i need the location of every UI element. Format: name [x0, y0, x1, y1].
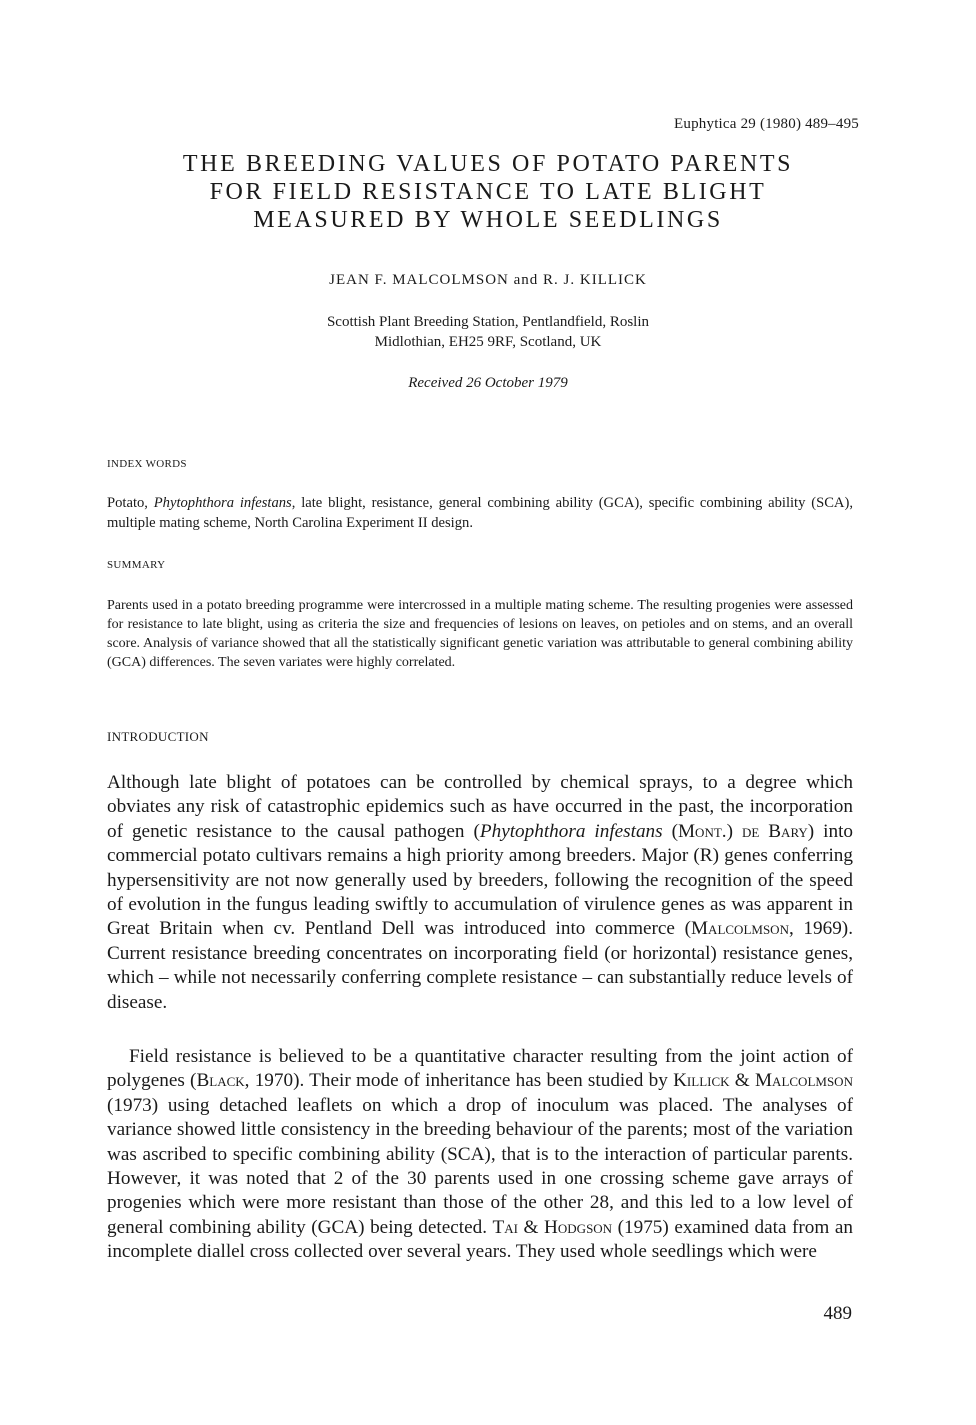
p1-seg: ) into commercial potato cultivars remains a high priority among breeders. Major (R) genes conferring hypersensitivity are not now generally used by breeders, following the recognition of the speed of evolution in the fungus leading swiftly to accumulation of virulence genes as was apparent in Great Britain when cv. Pentland Dell was introduced into commerce ( — [107, 820, 854, 940]
introduction-paragraph-2 — [107, 1045, 853, 1265]
affiliation-line-1: Scottish Plant Breeding Station, Pentlandfield, Roslin — [326, 314, 650, 330]
p1-smallcaps: de Bary — [741, 820, 808, 842]
p1-seg: ) — [726, 820, 742, 842]
p1-seg: ( — [662, 820, 678, 842]
introduction-paragraph-1 — [107, 771, 853, 1015]
index-words-heading: INDEX WORDS — [107, 458, 187, 470]
p1-smallcaps: Malcolmson — [691, 918, 789, 940]
p2-seg: , 1970). Their mode of inheritance has been studied by — [244, 1070, 674, 1092]
p2-seg: (1973) using detached leaflets on which a drop of inoculum was placed. The analyses of variance showed little consistency in the breeding behaviour of the parents; most of the variation was ascribed to specific combining ability (SCA), that is to the interaction of particular parents. However, it was noted that 2 of the 30 parents used in one crossing scheme gave arrays of progenies which were more resistant than those of the other 28, and this led to a low level of general combining ability (GCA) being detected. — [107, 1094, 853, 1238]
index-words-text — [107, 493, 853, 533]
p2-smallcaps: Hodgson — [544, 1216, 613, 1238]
p2-seg: & — [518, 1216, 545, 1238]
affiliation — [0, 312, 976, 352]
title-line-1: THE BREEDING VALUES OF POTATO PARENTS — [182, 151, 794, 177]
p2-smallcaps: Black — [196, 1070, 245, 1092]
received-date: Received 26 October 1979 — [408, 375, 568, 391]
index-words-start: Potato, — [107, 495, 154, 511]
index-words-italic: Phytophthora infestans — [153, 495, 292, 511]
summary-text: Parents used in a potato breeding programme were intercrossed in a multiple mating scheme. The resulting progenies were assessed for resistance to late blight, using as criteria the size and frequencies of lesions on leaves, on petioles and on stems, and an overall score. Analysis of variance showed that all the statistically significant genetic variation was attributable to general combining ability (GCA) differences. The seven variates were highly correlated. — [107, 598, 853, 670]
p1-seg: Although late blight of potatoes can be controlled by chemical sprays, to a degree which obviates any risk of catastrophic epidemics such as have occurred in the past, the incorporation of genetic resistance to the causal pathogen ( — [107, 772, 853, 842]
authors: JEAN F. MALCOLMSON and R. J. KILLICK — [329, 272, 647, 288]
p2-smallcaps: Tai — [492, 1216, 518, 1238]
p1-smallcaps: Mont. — [678, 820, 727, 842]
p1-seg: , 1969). Current resistance breeding concentrates on incorporating field (or horizontal) resistance genes, which – while not necessarily conferring complete resistance – can substantially reduce levels of disease. — [107, 918, 853, 1013]
introduction-heading: INTRODUCTION — [107, 729, 209, 744]
index-words-end: , late blight, resistance, general combining ability (GCA), specific combining ability (SCA), multiple mating scheme, North Carolina Experiment II design. — [107, 495, 853, 531]
p2-smallcaps: Malcolmson — [755, 1070, 853, 1092]
affiliation-line-2: Midlothian, EH25 9RF, Scotland, UK — [374, 334, 602, 350]
title-line-3: MEASURED BY WHOLE SEEDLINGS — [253, 207, 723, 233]
p2-seg: (1975) examined data from an incomplete diallel cross collected over several years. They used whole seedlings which were — [107, 1216, 853, 1263]
title-line-2: FOR FIELD RESISTANCE TO LATE BLIGHT — [209, 179, 767, 205]
p2-smallcaps: Killick — [673, 1070, 730, 1092]
journal-reference: Euphytica 29 (1980) 489–495 — [674, 116, 859, 132]
summary-heading: SUMMARY — [107, 559, 166, 571]
paper-title — [60, 150, 916, 234]
p1-italic: Phytophthora infestans — [479, 820, 663, 842]
p2-seg: Field resistance is believed to be a quantitative character resulting from the joint action of polygenes ( — [107, 1046, 853, 1092]
page-number: 489 — [823, 1303, 852, 1324]
p2-seg: & — [729, 1070, 755, 1092]
